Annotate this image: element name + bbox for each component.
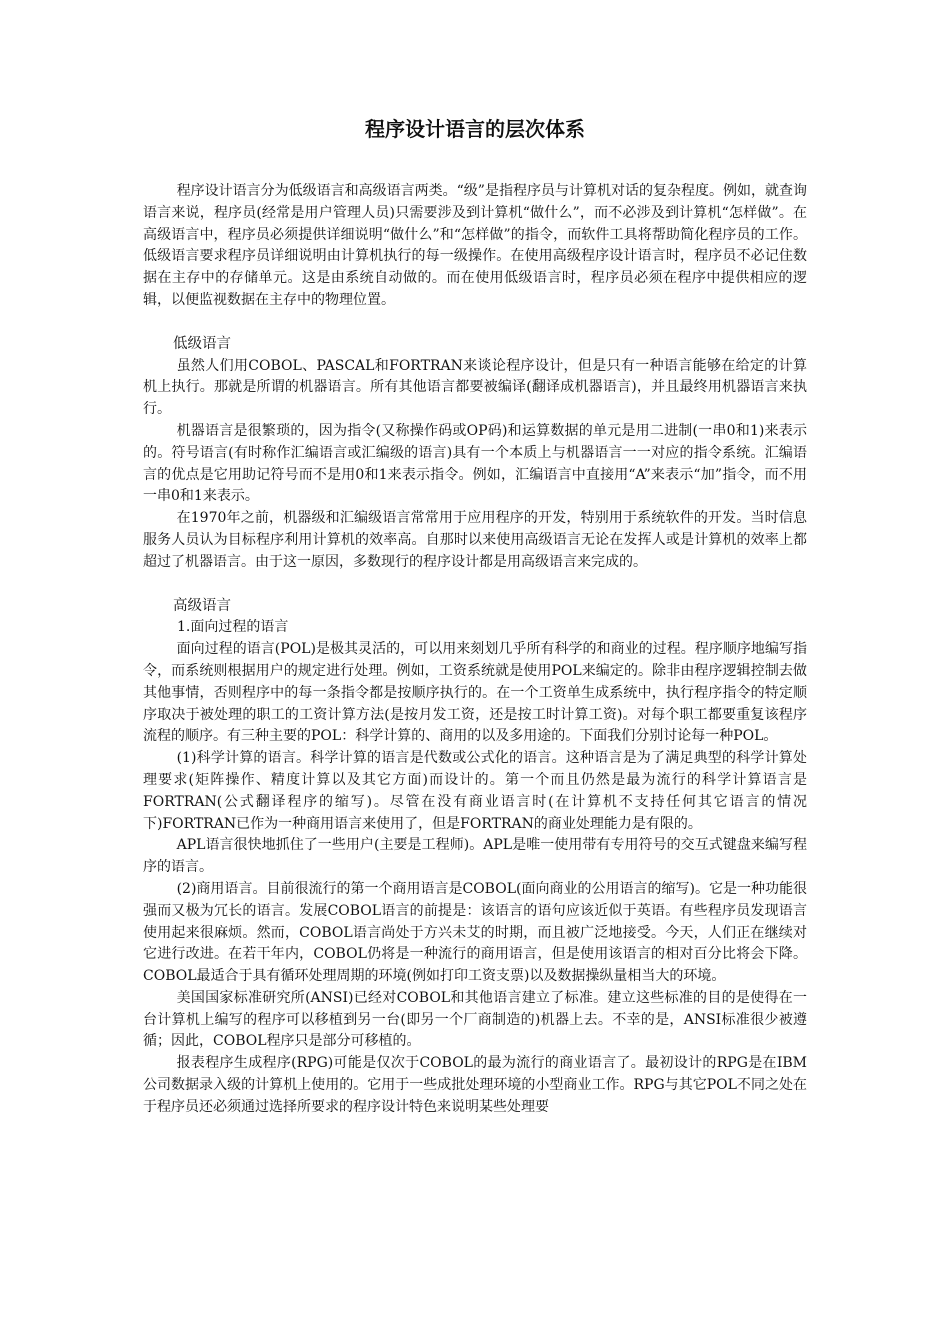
section-heading-low-level: 低级语言 xyxy=(173,335,231,352)
body-paragraph: 机器语言是很繁琐的，因为指令(又称操作码或OP码)和运算数据的单元是用二进制(一串0和1)来表示的。符号语言(有时称作汇编语言或汇编级的语言)具有一个本质上与机器语言一一对应的指令系统。汇编语言的优点是它用助记符号而不是用0和1来表示指令。例如，汇编语言中直接用“A”来表示“加”指令，而不用一串0和1来表示。 xyxy=(143,422,807,505)
section-gap xyxy=(143,574,807,596)
body-paragraph: (1)科学计算的语言。科学计算的语言是代数或公式化的语言。这种语言是为了满足典型的科学计算处理要求(矩阵操作、精度计算以及其它方面)而设计的。第一个而且仍然是最为流行的科学计算语言是FORTRAN(公式翻译程序的缩写)。尽管在没有商业语言时(在计算机不支持任何其它语言的情况下)FORTRAN已作为一种商用语言来使用了，但是FORTRAN的商业处理能力是有限的。 xyxy=(143,750,807,832)
section-heading-high-level: 高级语言 xyxy=(173,597,231,614)
document-title: 程序设计语言的层次体系 xyxy=(365,117,585,141)
intro-paragraph: 程序设计语言分为低级语言和高级语言两类。“级”是指程序员与计算机对话的复杂程度。例如，就查询语言来说，程序员(经常是用户管理人员)只需要涉及到计算机“做什么”，而不必涉及到计算机“怎样做”。在高级语言中，程序员必须提供详细说明“做什么”和“怎样做”的指令，而软件工具将帮助简化程序员的工作。低级语言要求程序员详细说明由计算机执行的每一级操作。在使用高级程序设计语言时，程序员不必记住数据在主存中的存储单元。这是由系统自动做的。而在使用低级语言时，程序员必须在程序中提供相应的逻辑，以便监视数据在主存中的物理位置。 xyxy=(143,183,807,308)
body-paragraph: APL语言很快地抓住了一些用户(主要是工程师)。APL是唯一使用带有专用符号的交互式键盘来编写程序的语言。 xyxy=(143,837,807,876)
body-paragraph: (2)商用语言。目前很流行的第一个商用语言是COBOL(面向商业的公用语言的缩写)。它是一种功能很强而又极为冗长的语言。发展COBOL语言的前提是：该语言的语句应该近似于英语。有些程序员发现语言使用起来很麻烦。然而，COBOL语言尚处于方兴未艾的时期，而且被广泛地接受。今天，人们正在继续对它进行改进。在若干年内，COBOL仍将是一种流行的商用语言，但是使用该语言的相对百分比将会下降。COBOL最适合于具有循环处理周期的环境(例如打印工资支票)以及数据操纵量相当大的环境。 xyxy=(143,880,807,985)
body-paragraph: 虽然人们用COBOL、PASCAL和FORTRAN来谈论程序设计，但是只有一种语言能够在给定的计算机上执行。那就是所谓的机器语言。所有其他语言都要被编译(翻译成机器语言)，并且最终用机器语言来执行。 xyxy=(143,357,807,418)
section-gap xyxy=(143,312,807,334)
body-paragraph: 美国国家标准研究所(ANSI)已经对COBOL和其他语言建立了标准。建立这些标准的目的是使得在一台计算机上编写的程序可以移植到另一台(即另一个厂商制造的)机器上去。不幸的是，ANSI标准很少被遵循；因此，COBOL程序只是部分可移植的。 xyxy=(143,989,807,1050)
subsection-heading: 1.面向过程的语言 xyxy=(177,619,289,636)
body-paragraph: 面向过程的语言(POL)是极其灵活的，可以用来刻划几乎所有科学的和商业的过程。程序顺序地编写指令，而系统则根据用户的规定进行处理。例如，工资系统就是使用POL来编定的。除非由程序逻辑控制去做其他事情，否则程序中的每一条指令都是按顺序执行的。在一个工资单生成系统中，执行程序指令的特定顺序取决于被处理的职工的工资计算方法(是按月发工资，还是按工时计算工资)。对每个职工都要重复该程序流程的顺序。有三种主要的POL：科学计算的、商用的以及多用途的。下面我们分别讨论每一种POL。 xyxy=(143,641,807,745)
body-paragraph: 在1970年之前，机器级和汇编级语言常常用于应用程序的开发，特别用于系统软件的开发。当时信息服务人员认为目标程序利用计算机的效率高。自那时以来使用高级语言无论在发挥人或是计算机的效率上都超过了机器语言。由于这一原因，多数现行的程序设计都是用高级语言来完成的。 xyxy=(143,510,807,570)
body-paragraph: 报表程序生成程序(RPG)可能是仅次于COBOL的最为流行的商业语言了。最初设计的RPG是在IBM公司数据录入级的计算机上使用的。它用于一些成批处理环境的小型商业工作。RPG与其它POL不同之处在于程序员还必须通过选择所要求的程序设计特色来说明某些处理要 xyxy=(143,1055,807,1115)
